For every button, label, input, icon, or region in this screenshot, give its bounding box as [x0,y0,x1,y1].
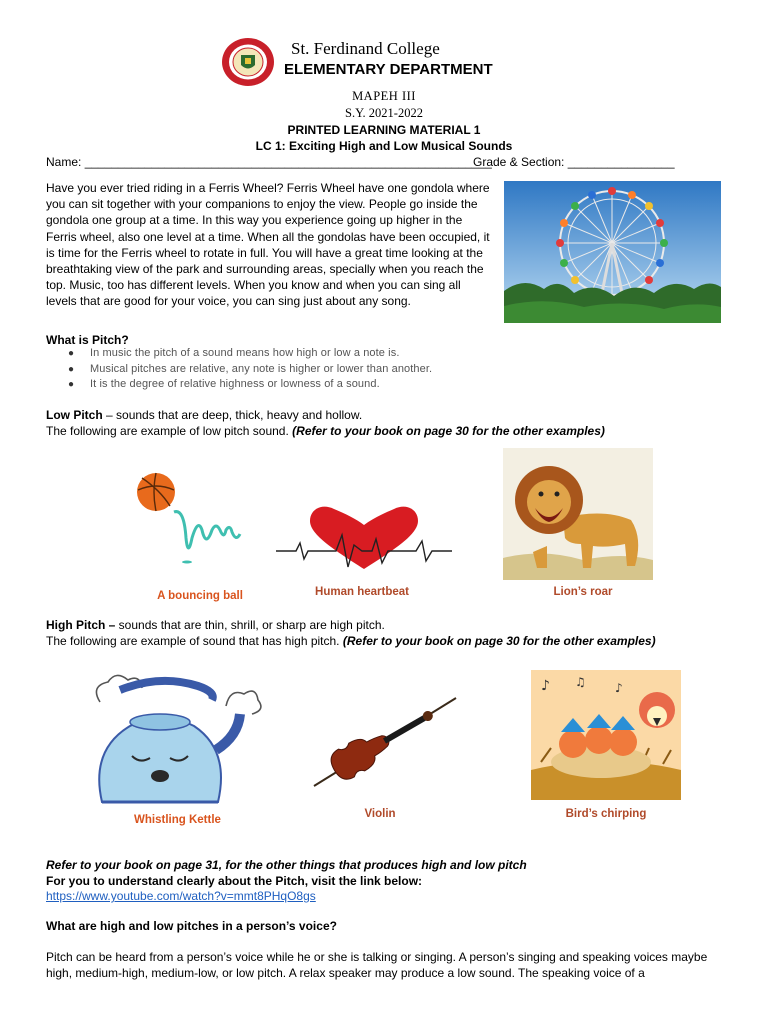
high-pitch-reference: (Refer to your book on page 30 for the other examples) [342,634,656,648]
voice-paragraph: Pitch can be heard from a person’s voice while he or she is talking or singing. A person’s singing and speaking voices maybe high, medium-high, medium-low, or low pitch. A relax speaker may produce a low sound. The speaking voice of a [46,950,708,981]
violin-image [310,690,460,790]
grade-field[interactable]: ________________ [567,155,675,169]
high-pitch-term: High Pitch – [46,618,116,632]
video-link[interactable]: https://www.youtube.com/watch?v=mmt8PHqO8gs [46,889,316,903]
low-pitch-example-line: The following are example of low pitch sound. (Refer to your book on page 30 for the other examples) [46,424,605,438]
list-item: ● Musical pitches are relative, any note is higher or lower than another. [46,362,606,378]
school-year: S.Y. 2021-2022 [345,106,423,120]
heartbeat-image [276,505,452,573]
bullet-icon: ● [68,379,75,390]
low-pitch-term: Low Pitch [46,408,103,422]
bullet-icon: ● [68,348,75,359]
pitch-bullets [46,346,606,393]
voice-heading: What are high and low pitches in a person’s voice? [46,919,337,933]
low-pitch-definition: Low Pitch – sounds that are deep, thick, heavy and hollow. [46,408,363,422]
svg-text:♫: ♫ [575,675,586,689]
ferris-wheel-image [504,181,721,323]
birds-image [531,670,681,800]
caption-violin: Violin [364,808,396,820]
school-seal [221,37,275,87]
kettle-image [80,670,270,810]
caption-bouncing-ball: A bouncing ball [157,590,243,602]
material-title: PRINTED LEARNING MATERIAL 1 [287,123,481,137]
pitch-heading: What is Pitch? [46,333,129,347]
caption-heartbeat: Human heartbeat [315,586,409,598]
subject: MAPEH III [352,89,416,103]
intro-paragraph: Have you ever tried riding in a Ferris Wheel? Ferris Wheel have one gondola where you can sit together with your companions to enjoy the view. People go inside the gondola one group at a time. In this way you experience going up higher in the Ferris wheel, also one level at a time. When all the gondolas have been occupied, it is time for the Ferris wheel to rotate in full. You will have a great time looking at the breathtaking view of the park and surrounding areas, specially when you reach the top. Music, too has different levels. When you know and when you can sing all levels that are good for your voice, you can sing just about any song. [46,181,490,309]
lesson-title: LC 1: Exciting High and Low Musical Sounds [255,139,513,153]
school-name: St. Ferdinand College [291,39,440,58]
high-pitch-example-line: The following are example of sound that has high pitch. (Refer to your book on page 30 for the other examples) [46,634,656,648]
low-pitch-reference: (Refer to your book on page 30 for the other examples) [292,424,605,438]
name-row [46,155,492,169]
caption-lion: Lion’s roar [553,586,613,598]
caption-birds: Bird’s chirping [565,808,647,820]
grade-row [473,155,675,169]
name-label: Name: [46,155,82,169]
bullet-icon: ● [68,363,75,375]
department-name: ELEMENTARY DEPARTMENT [284,61,493,78]
understand-line: For you to understand clearly about the Pitch, visit the link below: [46,874,423,888]
list-item: ● In music the pitch of a sound means how high or low a note is. [46,346,606,362]
refer-line: Refer to your book on page 31, for the other things that produces high and low pitch [46,858,527,872]
list-item: ● It is the degree of relative highness or lowness of a sound. [46,377,606,393]
name-field[interactable]: _____________________________________________________________ [84,155,492,169]
lion-image [503,448,653,580]
bouncing-ball-image [130,468,260,578]
svg-text:♪: ♪ [615,681,623,695]
svg-text:♪: ♪ [541,678,550,694]
caption-kettle: Whistling Kettle [134,814,221,826]
high-pitch-definition: High Pitch – sounds that are thin, shrill, or sharp are high pitch. [46,618,385,632]
grade-label: Grade & Section: [473,155,565,169]
